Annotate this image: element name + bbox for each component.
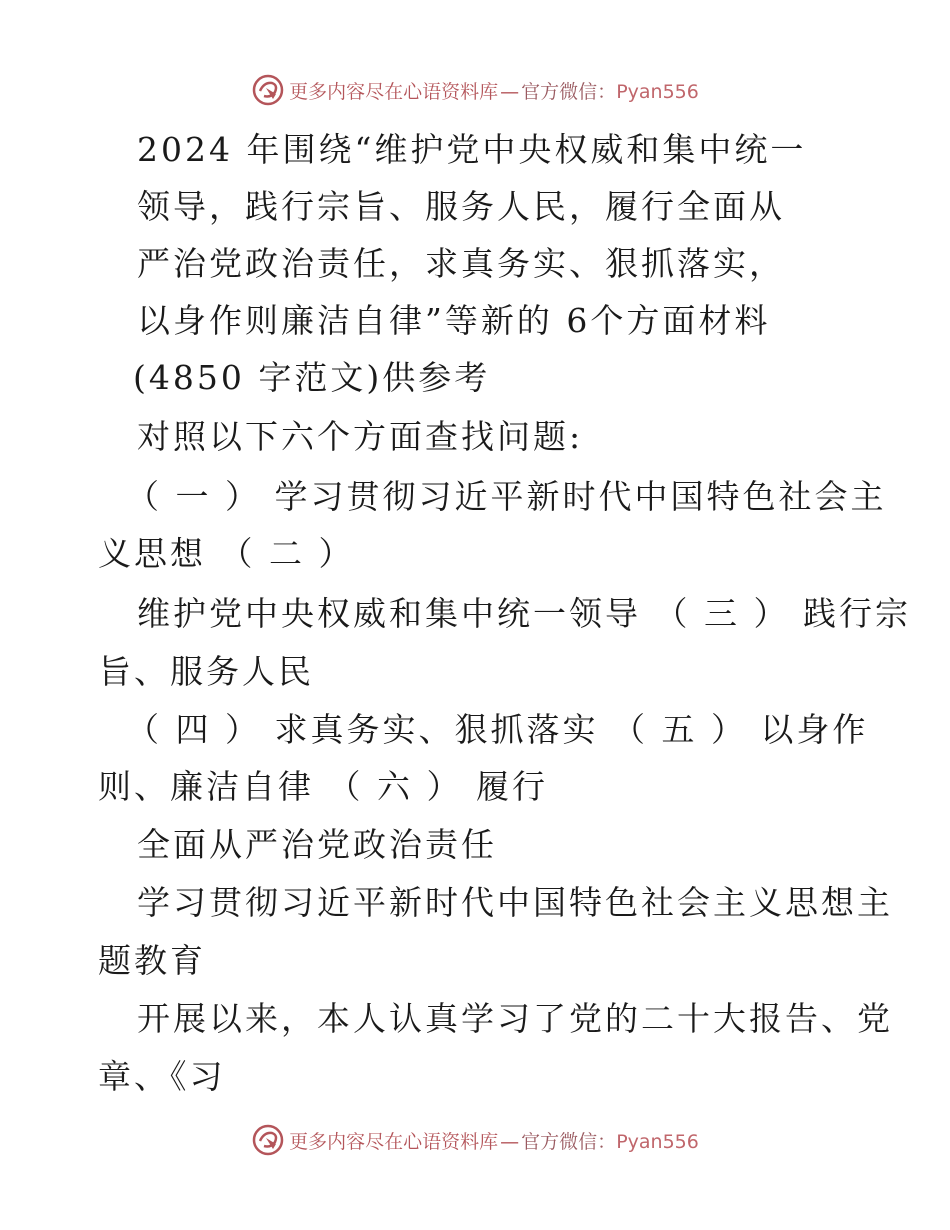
text-line: 维护党中央权威和集中统一领导 （ 三 ） 践行宗 [137,594,911,633]
text-line: （ 四 ） 求真务实、狠抓落实 （ 五 ） 以身作 [126,710,869,749]
text-line: (4850 字范文)供参考 [133,358,491,397]
logo-icon [251,73,285,107]
header-watermark [0,70,950,110]
text-line: 则、廉洁自律 （ 六 ） 履行 [98,767,548,806]
text-line: 开展以来，本人认真学习了党的二十大报告、党 [137,999,893,1038]
watermark-wechat-id: Pyan556 [616,1130,699,1153]
watermark-text [289,1127,699,1154]
watermark-wechat-id: Pyan556 [616,80,699,103]
text-line: 题教育 [98,941,206,980]
text-line: 2024 年围绕“维护党中央权威和集中统一 [137,130,807,169]
text-line: 对照以下六个方面查找问题: [137,417,584,456]
watermark-dash: — [500,1130,520,1153]
text-line: 旨、服务人民 [98,652,314,691]
text-line: 以身作则廉洁自律”等新的 6个方面材料 [137,301,771,340]
text-line: 义思想 （ 二 ） [98,534,355,573]
text-line: 章、《习 [98,1057,226,1096]
text-line: 领导，践行宗旨、服务人民，履行全面从 [137,187,785,226]
watermark-main: 更多内容尽在心语资料库 [289,1130,499,1153]
watermark-wechat-label: 官方微信： [521,80,617,103]
text-line: （ 一 ） 学习贯彻习近平新时代中国特色社会主 [126,477,887,516]
watermark-text [289,77,699,104]
watermark-wechat-label: 官方微信： [521,1130,617,1153]
text-line: 学习贯彻习近平新时代中国特色社会主义思想主 [137,883,893,922]
footer-watermark [0,1120,950,1160]
text-line: 全面从严治党政治责任 [137,825,497,864]
logo-icon [251,1123,285,1157]
watermark-main: 更多内容尽在心语资料库 [289,80,499,103]
watermark-dash: — [500,80,520,103]
text-line: 严治党政治责任，求真务实、狠抓落实， [137,244,785,283]
